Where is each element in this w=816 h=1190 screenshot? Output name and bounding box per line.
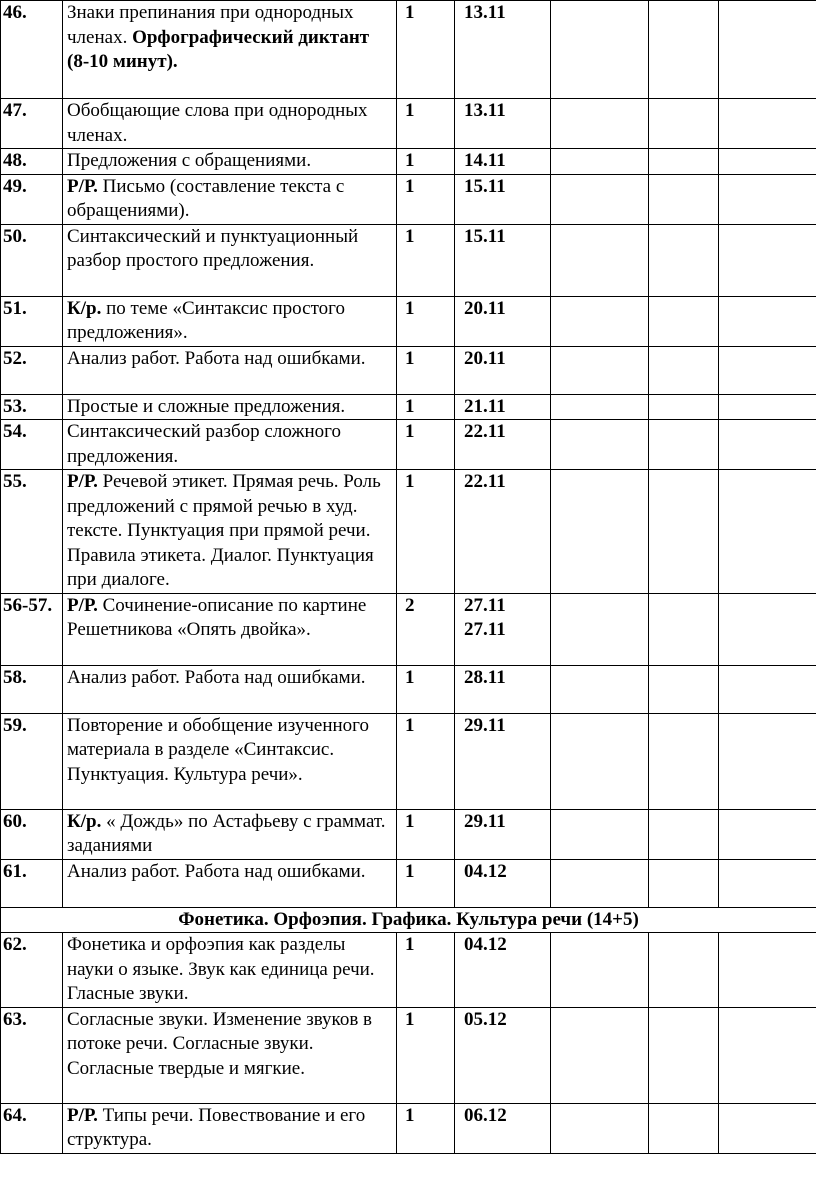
lesson-topic	[63, 713, 397, 809]
topic-text-fragment: Фонетика и орфоэпия как разделы науки о языке. Звук как единица речи. Гласные звуки.	[67, 934, 375, 1004]
empty-cell	[649, 859, 719, 907]
lesson-hours: 1	[397, 665, 455, 713]
lesson-hours: 1	[397, 1, 455, 99]
lesson-topic	[63, 1, 397, 99]
table-row	[1, 1007, 816, 1103]
topic-text-fragment: Сочинение-описание по картине Решетникова «Опять двойка».	[67, 594, 367, 640]
lesson-date	[455, 1103, 551, 1153]
lesson-hours: 1	[397, 420, 455, 470]
table-body	[1, 1, 816, 1154]
empty-cell	[719, 809, 816, 859]
lesson-hours: 1	[397, 859, 455, 907]
table-row	[1, 665, 816, 713]
lesson-hours: 1	[397, 224, 455, 296]
topic-bold-fragment: Орфографический диктант	[132, 26, 370, 48]
topic-text-fragment: Синтаксический разбор сложного предложения.	[67, 421, 341, 467]
empty-cell	[551, 713, 649, 809]
lesson-number: 53.	[1, 394, 63, 420]
topic-bold-fragment: К/р.	[67, 810, 102, 832]
table-row	[1, 149, 816, 175]
lesson-hours: 1	[397, 174, 455, 224]
lesson-topic	[63, 665, 397, 713]
date-value: 05.12	[464, 1008, 507, 1030]
lesson-topic	[63, 296, 397, 346]
lesson-hours: 1	[397, 99, 455, 149]
lesson-date	[455, 809, 551, 859]
table-row	[1, 470, 816, 594]
empty-cell	[551, 346, 649, 394]
topic-text-fragment: Простые и сложные предложения.	[67, 395, 346, 417]
table-row	[1, 346, 816, 394]
lesson-number: 52.	[1, 346, 63, 394]
empty-cell	[551, 809, 649, 859]
date-value: 22.11	[464, 471, 506, 492]
table-row	[1, 1, 816, 99]
table-row	[1, 593, 816, 665]
lesson-date	[455, 593, 551, 665]
empty-cell	[719, 665, 816, 713]
empty-cell	[551, 859, 649, 907]
date-value: 28.11	[464, 666, 506, 688]
lesson-number: 46.	[1, 1, 63, 99]
empty-cell	[551, 665, 649, 713]
lesson-number: 56-57.	[1, 593, 63, 665]
lesson-topic	[63, 420, 397, 470]
empty-cell	[649, 593, 719, 665]
empty-cell	[719, 470, 816, 594]
lesson-topic	[63, 99, 397, 149]
date-value: 22.11	[464, 421, 506, 442]
empty-cell	[551, 174, 649, 224]
lesson-topic	[63, 346, 397, 394]
date-value: 29.11	[464, 714, 506, 736]
section-title: Фонетика. Орфоэпия. Графика. Культура речи (14+5)	[1, 907, 816, 933]
lesson-topic	[63, 809, 397, 859]
lesson-topic	[63, 859, 397, 907]
empty-cell	[719, 933, 816, 1008]
topic-text-fragment: Предложения с обращениями.	[67, 150, 312, 171]
lesson-number: 60.	[1, 809, 63, 859]
empty-cell	[551, 296, 649, 346]
date-value: 15.11	[464, 175, 506, 197]
lesson-hours: 1	[397, 470, 455, 594]
lesson-topic	[63, 149, 397, 175]
lesson-date	[455, 174, 551, 224]
date-value: 04.12	[464, 934, 507, 955]
lesson-hours: 1	[397, 1103, 455, 1153]
date-value: 20.11	[464, 297, 506, 319]
empty-cell	[551, 394, 649, 420]
table-row	[1, 99, 816, 149]
lesson-hours: 1	[397, 713, 455, 809]
empty-cell	[649, 470, 719, 594]
topic-text-fragment: Согласные звуки. Изменение звуков в потоке речи. Согласные звуки. Согласные твердые и мягкие.	[67, 1008, 373, 1079]
empty-cell	[719, 420, 816, 470]
date-value: 20.11	[464, 347, 506, 369]
lesson-number: 64.	[1, 1103, 63, 1153]
date-value: 04.12	[464, 860, 507, 882]
topic-text-fragment: Анализ работ. Работа над ошибками.	[67, 666, 366, 688]
table-row	[1, 809, 816, 859]
topic-text-fragment: Синтаксический и пунктуационный разбор простого предложения.	[67, 225, 359, 271]
lesson-number: 48.	[1, 149, 63, 175]
empty-cell	[719, 713, 816, 809]
empty-cell	[551, 1007, 649, 1103]
empty-cell	[719, 174, 816, 224]
empty-cell	[551, 149, 649, 175]
empty-cell	[719, 224, 816, 296]
lesson-topic	[63, 224, 397, 296]
date-value: 13.11	[464, 100, 506, 121]
topic-bold-fragment: Р/Р.	[67, 594, 98, 616]
date-value: 27.11	[464, 594, 506, 616]
date-value: 13.11	[464, 2, 506, 23]
lesson-number: 59.	[1, 713, 63, 809]
empty-cell	[551, 420, 649, 470]
empty-cell	[719, 1007, 816, 1103]
lesson-number: 54.	[1, 420, 63, 470]
lesson-topic	[63, 593, 397, 665]
empty-cell	[719, 149, 816, 175]
topic-bold-fragment: Р/Р.	[67, 175, 98, 197]
empty-cell	[649, 809, 719, 859]
lesson-number: 50.	[1, 224, 63, 296]
lesson-hours: 1	[397, 933, 455, 1008]
empty-cell	[649, 1103, 719, 1153]
lesson-date	[455, 1007, 551, 1103]
empty-cell	[719, 394, 816, 420]
lesson-number: 62.	[1, 933, 63, 1008]
lesson-number: 49.	[1, 174, 63, 224]
table-row	[1, 1103, 816, 1153]
empty-cell	[649, 420, 719, 470]
table-row	[1, 859, 816, 907]
lesson-number: 63.	[1, 1007, 63, 1103]
lesson-hours: 1	[397, 296, 455, 346]
empty-cell	[719, 346, 816, 394]
topic-bold-fragment: Р/Р.	[67, 1104, 98, 1126]
lesson-hours: 1	[397, 346, 455, 394]
empty-cell	[649, 933, 719, 1008]
lesson-date	[455, 99, 551, 149]
topic-text-fragment: Письмо (составление текста с обращениями).	[67, 175, 345, 221]
table-row	[1, 933, 816, 1008]
empty-cell	[719, 99, 816, 149]
empty-cell	[551, 470, 649, 594]
lesson-hours: 2	[397, 593, 455, 665]
empty-cell	[719, 1103, 816, 1153]
lesson-date	[455, 224, 551, 296]
empty-cell	[649, 174, 719, 224]
empty-cell	[551, 1, 649, 99]
lesson-topic	[63, 470, 397, 594]
date-value: 15.11	[464, 225, 506, 247]
empty-cell	[551, 1103, 649, 1153]
empty-cell	[719, 1, 816, 99]
topic-text-fragment: Обобщающие слова при однородных членах.	[67, 100, 368, 146]
lesson-number: 51.	[1, 296, 63, 346]
empty-cell	[649, 296, 719, 346]
table-row	[1, 174, 816, 224]
lesson-number: 47.	[1, 99, 63, 149]
lesson-date	[455, 296, 551, 346]
lesson-date	[455, 346, 551, 394]
topic-text-fragment: Повторение и обобщение изученного материала в разделе «Синтаксис. Пунктуация. Культура речи».	[67, 714, 369, 785]
lesson-topic	[63, 933, 397, 1008]
lesson-date	[455, 665, 551, 713]
topic-text-fragment: Анализ работ. Работа над ошибками.	[67, 860, 366, 882]
lesson-topic	[63, 1007, 397, 1103]
section-header-row	[1, 907, 816, 933]
lesson-hours: 1	[397, 149, 455, 175]
lesson-number: 61.	[1, 859, 63, 907]
empty-cell	[649, 394, 719, 420]
lesson-date	[455, 470, 551, 594]
date-value: 29.11	[464, 810, 506, 832]
empty-cell	[649, 665, 719, 713]
topic-text-fragment: « Дождь» по Астафьеву с граммат. заданиями	[67, 810, 386, 856]
lesson-topic	[63, 394, 397, 420]
table-row	[1, 420, 816, 470]
topic-bold-fragment: К/р.	[67, 297, 102, 319]
lesson-topic	[63, 174, 397, 224]
lesson-date	[455, 394, 551, 420]
date-value: 14.11	[464, 150, 506, 171]
lesson-hours: 1	[397, 394, 455, 420]
topic-bold-fragment: (8-10 минут).	[67, 51, 178, 72]
lesson-number: 55.	[1, 470, 63, 594]
empty-cell	[551, 224, 649, 296]
topic-bold-fragment: Р/Р.	[67, 471, 98, 492]
topic-text-fragment: Речевой этикет. Прямая речь. Роль предложений с прямой речью в худ. тексте. Пунктуация при прямой речи. Правила этикета. Диалог. Пунктуация при диалоге.	[67, 471, 381, 590]
table-row	[1, 224, 816, 296]
lesson-date	[455, 149, 551, 175]
topic-text-fragment: Типы речи. Повествование и его структура.	[67, 1104, 366, 1150]
date-value: 27.11	[464, 619, 506, 640]
empty-cell	[649, 713, 719, 809]
lesson-date	[455, 420, 551, 470]
empty-cell	[649, 224, 719, 296]
topic-text-fragment: Анализ работ. Работа над ошибками.	[67, 347, 366, 369]
empty-cell	[719, 593, 816, 665]
lesson-date	[455, 859, 551, 907]
empty-cell	[649, 99, 719, 149]
empty-cell	[719, 296, 816, 346]
empty-cell	[649, 1, 719, 99]
empty-cell	[649, 149, 719, 175]
table-row	[1, 394, 816, 420]
date-value: 06.12	[464, 1104, 507, 1126]
table-row	[1, 713, 816, 809]
lesson-date	[455, 713, 551, 809]
empty-cell	[649, 1007, 719, 1103]
table-row	[1, 296, 816, 346]
lesson-hours: 1	[397, 1007, 455, 1103]
empty-cell	[719, 859, 816, 907]
lesson-date	[455, 1, 551, 99]
lesson-number: 58.	[1, 665, 63, 713]
topic-text-fragment: по теме «Синтаксис простого предложения».	[67, 297, 345, 343]
empty-cell	[551, 99, 649, 149]
lesson-topic	[63, 1103, 397, 1153]
lesson-date	[455, 933, 551, 1008]
empty-cell	[649, 346, 719, 394]
date-value: 21.11	[464, 395, 506, 417]
empty-cell	[551, 933, 649, 1008]
lesson-hours: 1	[397, 809, 455, 859]
empty-cell	[551, 593, 649, 665]
topic-text-fragment: Знаки препинания при однородных членах.	[67, 2, 354, 48]
